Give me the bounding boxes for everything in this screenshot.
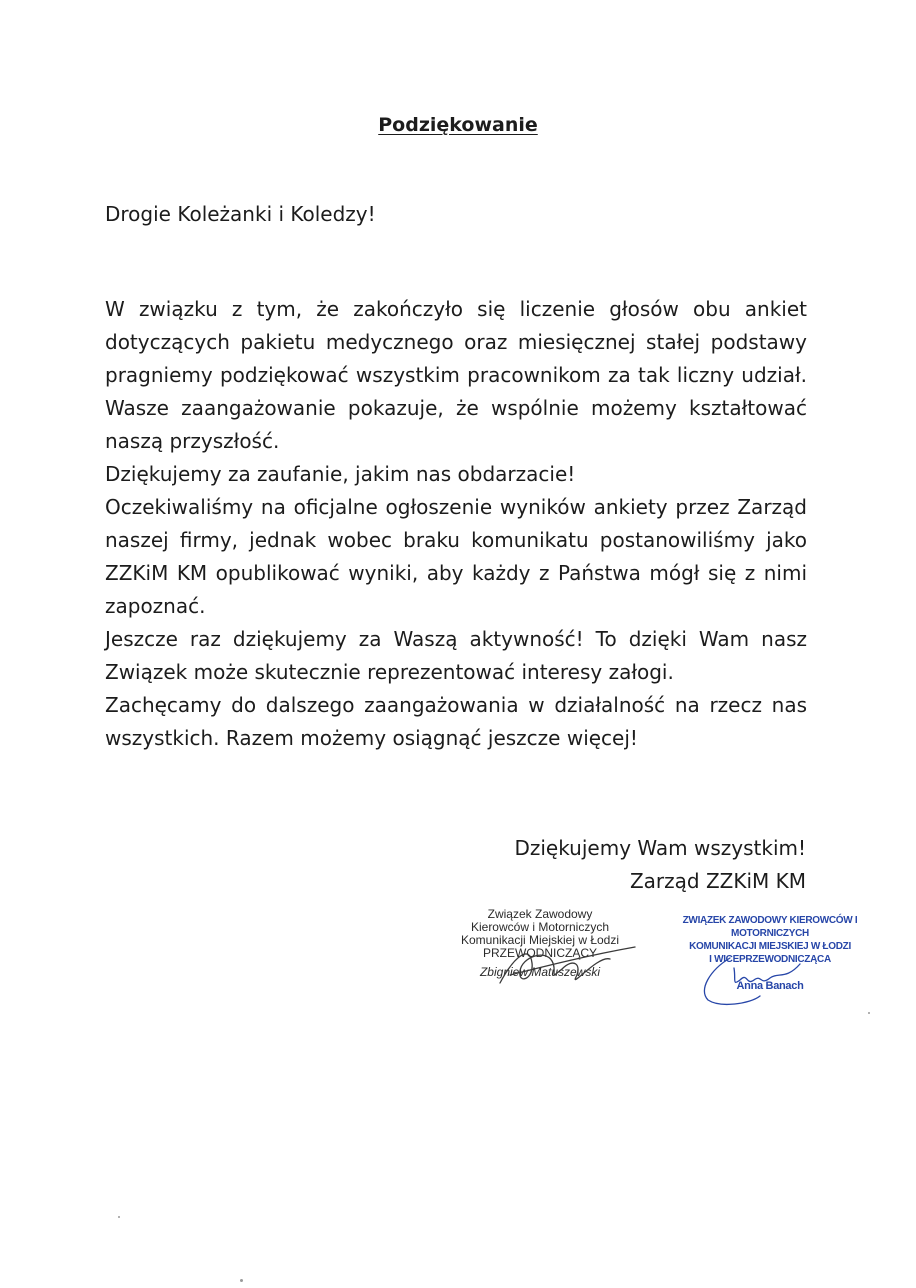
chairman-stamp xyxy=(440,908,640,979)
stamp-line: Komunikacji Miejskiej w Łodzi xyxy=(460,933,620,947)
letter-body xyxy=(105,293,807,755)
greeting: Drogie Koleżanki i Koledzy! xyxy=(105,202,376,226)
closing-block xyxy=(514,832,806,898)
scan-speck xyxy=(240,1279,243,1282)
paragraph-publication: Oczekiwaliśmy na oficjalne ogłoszenie wyników ankiety przez Zarząd naszej firmy, jednak wobec braku komunikatu postanowiliśmy jako ZZKiM KM opublikować wyniki, aby każdy z Państwa mógł się z nimi zapoznać. xyxy=(105,495,807,618)
vice-chair-stamp xyxy=(655,914,885,993)
stamp-line: I WICEPRZEWODNICZĄCA xyxy=(709,954,831,965)
closing-thanks: Dziękujemy Wam wszystkim! xyxy=(514,836,806,860)
stamp-line: Związek Zawodowy xyxy=(487,907,593,921)
scan-speck xyxy=(868,1012,870,1014)
paragraph-survey-results: W związku z tym, że zakończyło się liczenie głosów obu ankiet dotyczących pakietu medycznego oraz miesięcznej stałej podstawy pragniemy podziękować wszystkim pracownikom za tak liczny udział. Wasze zaangażowanie pokazuje, że wspólnie możemy kształtować naszą przyszłość. xyxy=(105,297,807,453)
vice-chair-name: Anna Banach xyxy=(736,980,804,992)
stamp-line: KOMUNIKACJI MIEJSKIEJ W ŁODZI xyxy=(689,941,851,952)
chairman-name: Zbigniew Matuszewski xyxy=(479,965,601,979)
stamp-line: Kierowców i Motorniczych xyxy=(470,920,610,934)
stamp-line: ZWIĄZEK ZAWODOWY KIEROWCÓW I MOTORNICZYCH xyxy=(682,915,858,939)
closing-signatory: Zarząd ZZKiM KM xyxy=(629,869,806,893)
stamp-line: PRZEWODNICZĄCY xyxy=(483,946,597,960)
paragraph-trust-thanks: Dziękujemy za zaufanie, jakim nas obdarzacie! xyxy=(105,462,576,486)
letter-title: Podziękowanie xyxy=(378,114,538,136)
paragraph-encouragement: Zachęcamy do dalszego zaangażowania w działalność na rzecz nas wszystkich. Razem możemy osiągnąć jeszcze więcej! xyxy=(105,693,807,750)
paragraph-activity-thanks: Jeszcze raz dziękujemy za Waszą aktywność! To dzięki Wam nasz Związek może skutecznie reprezentować interesy załogi. xyxy=(105,627,807,684)
scan-speck xyxy=(118,1216,120,1218)
